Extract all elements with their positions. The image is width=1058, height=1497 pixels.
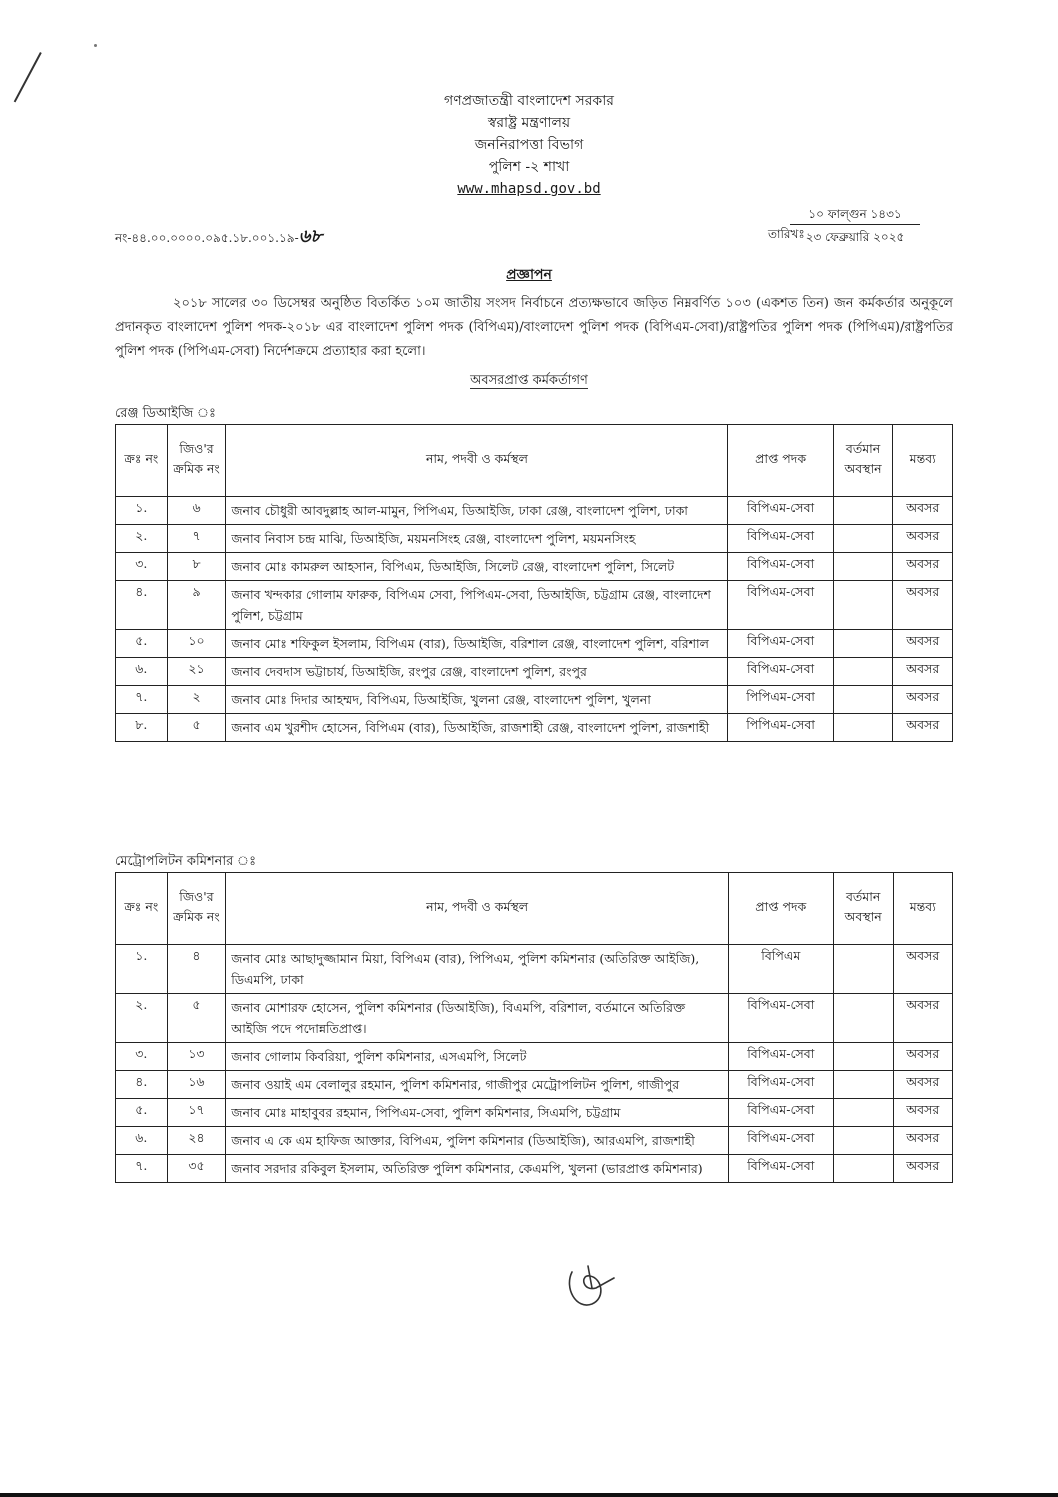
subtitle-text: অবসরপ্রাপ্ত কর্মকর্তাগণ	[470, 373, 588, 388]
retired-officers-heading	[0, 371, 1058, 392]
table-row	[116, 945, 953, 994]
current-cell	[833, 658, 893, 686]
remark-cell: অবসর	[893, 945, 952, 994]
name-cell: জনাব নিবাস চন্দ্র মাঝি, ডিআইজি, ময়মনসিংহ রেঞ্জ, বাংলাদেশ পুলিশ, ময়মনসিংহ	[226, 525, 728, 553]
remark-cell: অবসর	[893, 994, 952, 1043]
serial-cell: ৫.	[116, 1099, 168, 1127]
name-cell: জনাব সরদার রকিবুল ইসলাম, অতিরিক্ত পুলিশ কমিশনার, কেএমপি, খুলনা (ভারপ্রাপ্ত কমিশনার)	[226, 1155, 729, 1183]
current-cell	[833, 1099, 893, 1127]
name-cell: জনাব মোঃ কামরুল আহসান, বিপিএম, ডিআইজি, সিলেট রেঞ্জ, বাংলাদেশ পুলিশ, সিলেট	[226, 553, 728, 581]
gio-serial-cell: ৯	[167, 581, 226, 630]
range-dig-table	[115, 424, 953, 742]
name-cell: জনাব গোলাম কিবরিয়া, পুলিশ কমিশনার, এসএমপি, সিলেট	[226, 1043, 729, 1071]
medal-cell: বিপিএম-সেবা	[728, 658, 833, 686]
serial-cell: ৭.	[116, 1155, 168, 1183]
gio-serial-cell: ১৬	[167, 1071, 226, 1099]
table-row	[116, 630, 953, 658]
current-cell	[833, 525, 893, 553]
gio-serial-cell: ২	[167, 686, 226, 714]
section-label-metro: মেট্রোপলিটন কমিশনার ঃ	[115, 854, 257, 869]
remark-cell: অবসর	[893, 1071, 952, 1099]
gio-serial-cell: ৭	[167, 525, 226, 553]
col-gio-serial: জিও'র ক্রমিক নং	[167, 425, 226, 497]
table-row	[116, 497, 953, 525]
current-cell	[833, 497, 893, 525]
medal-cell: বিপিএম-সেবা	[728, 497, 833, 525]
remark-cell: অবসর	[893, 1155, 952, 1183]
col-medal: প্রাপ্ত পদক	[728, 425, 833, 497]
gio-serial-cell: ৮	[167, 553, 226, 581]
current-cell	[833, 1127, 893, 1155]
remark-cell: অবসর	[893, 630, 953, 658]
serial-cell: ৫.	[116, 630, 168, 658]
serial-cell: ৮.	[116, 714, 168, 742]
remark-cell: অবসর	[893, 553, 953, 581]
name-cell: জনাব দেবদাস ভট্টাচার্য, ডিআইজি, রংপুর রেঞ্জ, বাংলাদেশ পুলিশ, রংপুর	[226, 658, 728, 686]
medal-cell: বিপিএম-সেবা	[728, 1071, 833, 1099]
gio-serial-cell: ২১	[167, 658, 226, 686]
serial-cell: ৩.	[116, 553, 168, 581]
gio-serial-cell: ২৪	[167, 1127, 226, 1155]
serial-cell: ৭.	[116, 686, 168, 714]
current-cell	[833, 581, 893, 630]
medal-cell: বিপিএম	[728, 945, 833, 994]
metro-commissioner-table	[115, 872, 953, 1183]
website-link[interactable]: www.mhapsd.gov.bd	[457, 181, 601, 197]
col-name: নাম, পদবী ও কর্মস্থল	[226, 873, 729, 945]
current-cell	[833, 994, 893, 1043]
document-title	[0, 263, 1058, 287]
table-row	[116, 1099, 953, 1127]
gio-serial-cell: ৬	[167, 497, 226, 525]
medal-cell: বিপিএম-সেবা	[728, 525, 833, 553]
date-bangla: ১০ ফাল্গুন ১৪৩১	[790, 206, 920, 225]
current-cell	[833, 630, 893, 658]
gio-serial-cell: ৫	[167, 714, 226, 742]
section-label-range-dig: রেঞ্জ ডিআইজি ঃ	[115, 406, 216, 421]
serial-cell: ২.	[116, 525, 168, 553]
medal-cell: বিপিএম-সেবা	[728, 994, 833, 1043]
medal-cell: বিপিএম-সেবা	[728, 1099, 833, 1127]
current-cell	[833, 1155, 893, 1183]
table-row	[116, 525, 953, 553]
gio-serial-cell: ১৩	[167, 1043, 226, 1071]
medal-cell: বিপিএম-সেবা	[728, 1043, 833, 1071]
serial-cell: ২.	[116, 994, 168, 1043]
gio-serial-cell: ১৭	[167, 1099, 226, 1127]
table-row	[116, 714, 953, 742]
name-cell: জনাব এ কে এম হাফিজ আক্তার, বিপিএম, পুলিশ কমিশনার (ডিআইজি), আরএমপি, রাজশাহী	[226, 1127, 729, 1155]
remark-cell: অবসর	[893, 658, 953, 686]
gio-serial-cell: ৪	[167, 945, 226, 994]
date-gregorian: ২৩ ফেব্রুয়ারি ২০২৫	[805, 230, 905, 244]
notice-body: ২০১৮ সালের ৩০ ডিসেম্বর অনুষ্ঠিত বিতর্কিত ১০ম জাতীয় সংসদ নির্বাচনে প্রত্যক্ষভাবে জড়িত নিম্নবর্ণিত ১০৩ (একশত তিন) জন কর্মকর্তার অনুকূলে প্রদানকৃত বাংলাদেশ পুলিশ পদক-২০১৮ এর বাংলাদেশ পুলিশ পদক (বিপিএম)/বাংলাদেশ পুলিশ পদক (বিপিএম-সেবা)/রাষ্ট্রপতির পুলিশ পদক (পিপিএম)/রাষ্ট্রপতির পুলিশ পদক (পিপিএম-সেবা) নির্দেশক্রমে প্রত্যাহার করা হলো।	[115, 296, 953, 359]
govt-name: গণপ্রজাতন্ত্রী বাংলাদেশ সরকার	[444, 93, 614, 109]
serial-cell: ১.	[116, 497, 168, 525]
remark-cell: অবসর	[893, 714, 953, 742]
serial-cell: ৬.	[116, 1127, 168, 1155]
current-cell	[833, 553, 893, 581]
col-current: বর্তমান অবস্থান	[833, 425, 893, 497]
name-cell: জনাব মোঃ দিদার আহম্মদ, বিপিএম, ডিআইজি, খুলনা রেঞ্জ, বাংলাদেশ পুলিশ, খুলনা	[226, 686, 728, 714]
current-cell	[833, 1071, 893, 1099]
name-cell: জনাব মোঃ মাহাবুবর রহমান, পিপিএম-সেবা, পুলিশ কমিশনার, সিএমপি, চট্টগ্রাম	[226, 1099, 729, 1127]
remark-cell: অবসর	[893, 497, 953, 525]
current-cell	[833, 945, 893, 994]
serial-cell: ৩.	[116, 1043, 168, 1071]
remark-cell: অবসর	[893, 525, 953, 553]
medal-cell: বিপিএম-সেবা	[728, 1155, 833, 1183]
col-remark: মন্তব্য	[893, 425, 953, 497]
memo-number-text: নং-৪৪.০০.০০০০.০৯৫.১৮.০০১.১৯-	[115, 231, 299, 245]
col-medal: প্রাপ্ত পদক	[728, 873, 833, 945]
table-row	[116, 1127, 953, 1155]
date-block	[790, 206, 920, 247]
remark-cell: অবসর	[893, 1127, 952, 1155]
name-cell: জনাব মোঃ শফিকুল ইসলাম, বিপিএম (বার), ডিআইজি, বরিশাল রেঞ্জ, বাংলাদেশ পুলিশ, বরিশাল	[226, 630, 728, 658]
branch-name: পুলিশ -২ শাখা	[488, 159, 570, 175]
name-cell: জনাব চৌধুরী আবদুল্লাহ আল-মামুন, পিপিএম, ডিআইজি, ঢাকা রেঞ্জ, বাংলাদেশ পুলিশ, ঢাকা	[226, 497, 728, 525]
memo-handwritten-tail: ৬৮	[298, 226, 323, 247]
serial-cell: ১.	[116, 945, 168, 994]
serial-cell: ৪.	[116, 581, 168, 630]
table-row	[116, 553, 953, 581]
table-row	[116, 994, 953, 1043]
medal-cell: বিপিএম-সেবা	[728, 630, 833, 658]
scan-edge	[0, 1493, 1058, 1497]
remark-cell: অবসর	[893, 1043, 952, 1071]
col-gio-serial: জিও'র ক্রমিক নং	[167, 873, 226, 945]
current-cell	[833, 714, 893, 742]
col-name: নাম, পদবী ও কর্মস্থল	[226, 425, 728, 497]
memo-number	[115, 222, 322, 253]
medal-cell: বিপিএম-সেবা	[728, 581, 833, 630]
ministry-name: স্বরাষ্ট্র মন্ত্রণালয়	[487, 115, 571, 131]
table-row	[116, 658, 953, 686]
remark-cell: অবসর	[893, 686, 953, 714]
table-row	[116, 581, 953, 630]
col-current: বর্তমান অবস্থান	[833, 873, 893, 945]
remark-cell: অবসর	[893, 1099, 952, 1127]
gio-serial-cell: ৩৫	[167, 1155, 226, 1183]
division-name: জননিরাপত্তা বিভাগ	[474, 137, 584, 153]
serial-cell: ৪.	[116, 1071, 168, 1099]
medal-cell: পিপিএম-সেবা	[728, 686, 833, 714]
gio-serial-cell: ৫	[167, 994, 226, 1043]
table-row	[116, 686, 953, 714]
name-cell: জনাব মোঃ আছাদুজ্জামান মিয়া, বিপিএম (বার), পিপিএম, পুলিশ কমিশনার (অতিরিক্ত আইজি), ডিএমপি, ঢাকা	[226, 945, 729, 994]
date-label: তারিখঃ	[768, 227, 805, 241]
medal-cell: পিপিএম-সেবা	[728, 714, 833, 742]
table-row	[116, 1071, 953, 1099]
col-serial: ক্রঃ নং	[116, 873, 168, 945]
signature-initial	[562, 1258, 622, 1318]
name-cell: জনাব এম খুরশীদ হোসেন, বিপিএম (বার), ডিআইজি, রাজশাহী রেঞ্জ, বাংলাদেশ পুলিশ, রাজশাহী	[226, 714, 728, 742]
col-serial: ক্রঃ নং	[116, 425, 168, 497]
table-row	[116, 1043, 953, 1071]
current-cell	[833, 1043, 893, 1071]
letterhead	[0, 90, 1058, 200]
gio-serial-cell: ১০	[167, 630, 226, 658]
name-cell: জনাব খন্দকার গোলাম ফারুক, বিপিএম সেবা, পিপিএম-সেবা, ডিআইজি, চট্টগ্রাম রেঞ্জ, বাংলাদেশ পুলিশ, চট্টগ্রাম	[226, 581, 728, 630]
serial-cell: ৬.	[116, 658, 168, 686]
table-row	[116, 1155, 953, 1183]
remark-cell: অবসর	[893, 581, 953, 630]
medal-cell: বিপিএম-সেবা	[728, 553, 833, 581]
col-remark: মন্তব্য	[893, 873, 952, 945]
current-cell	[833, 686, 893, 714]
punch-dot	[94, 44, 97, 47]
title-text: প্রজ্ঞাপন	[506, 267, 552, 283]
name-cell: জনাব ওয়াই এম বেলালুর রহমান, পুলিশ কমিশনার, গাজীপুর মেট্রোপলিটন পুলিশ, গাজীপুর	[226, 1071, 729, 1099]
name-cell: জনাব মোশারফ হোসেন, পুলিশ কমিশনার (ডিআইজি), বিএমপি, বরিশাল, বর্তমানে অতিরিক্ত আইজি পদে পদোন্নতিপ্রাপ্ত।	[226, 994, 729, 1043]
medal-cell: বিপিএম-সেবা	[728, 1127, 833, 1155]
